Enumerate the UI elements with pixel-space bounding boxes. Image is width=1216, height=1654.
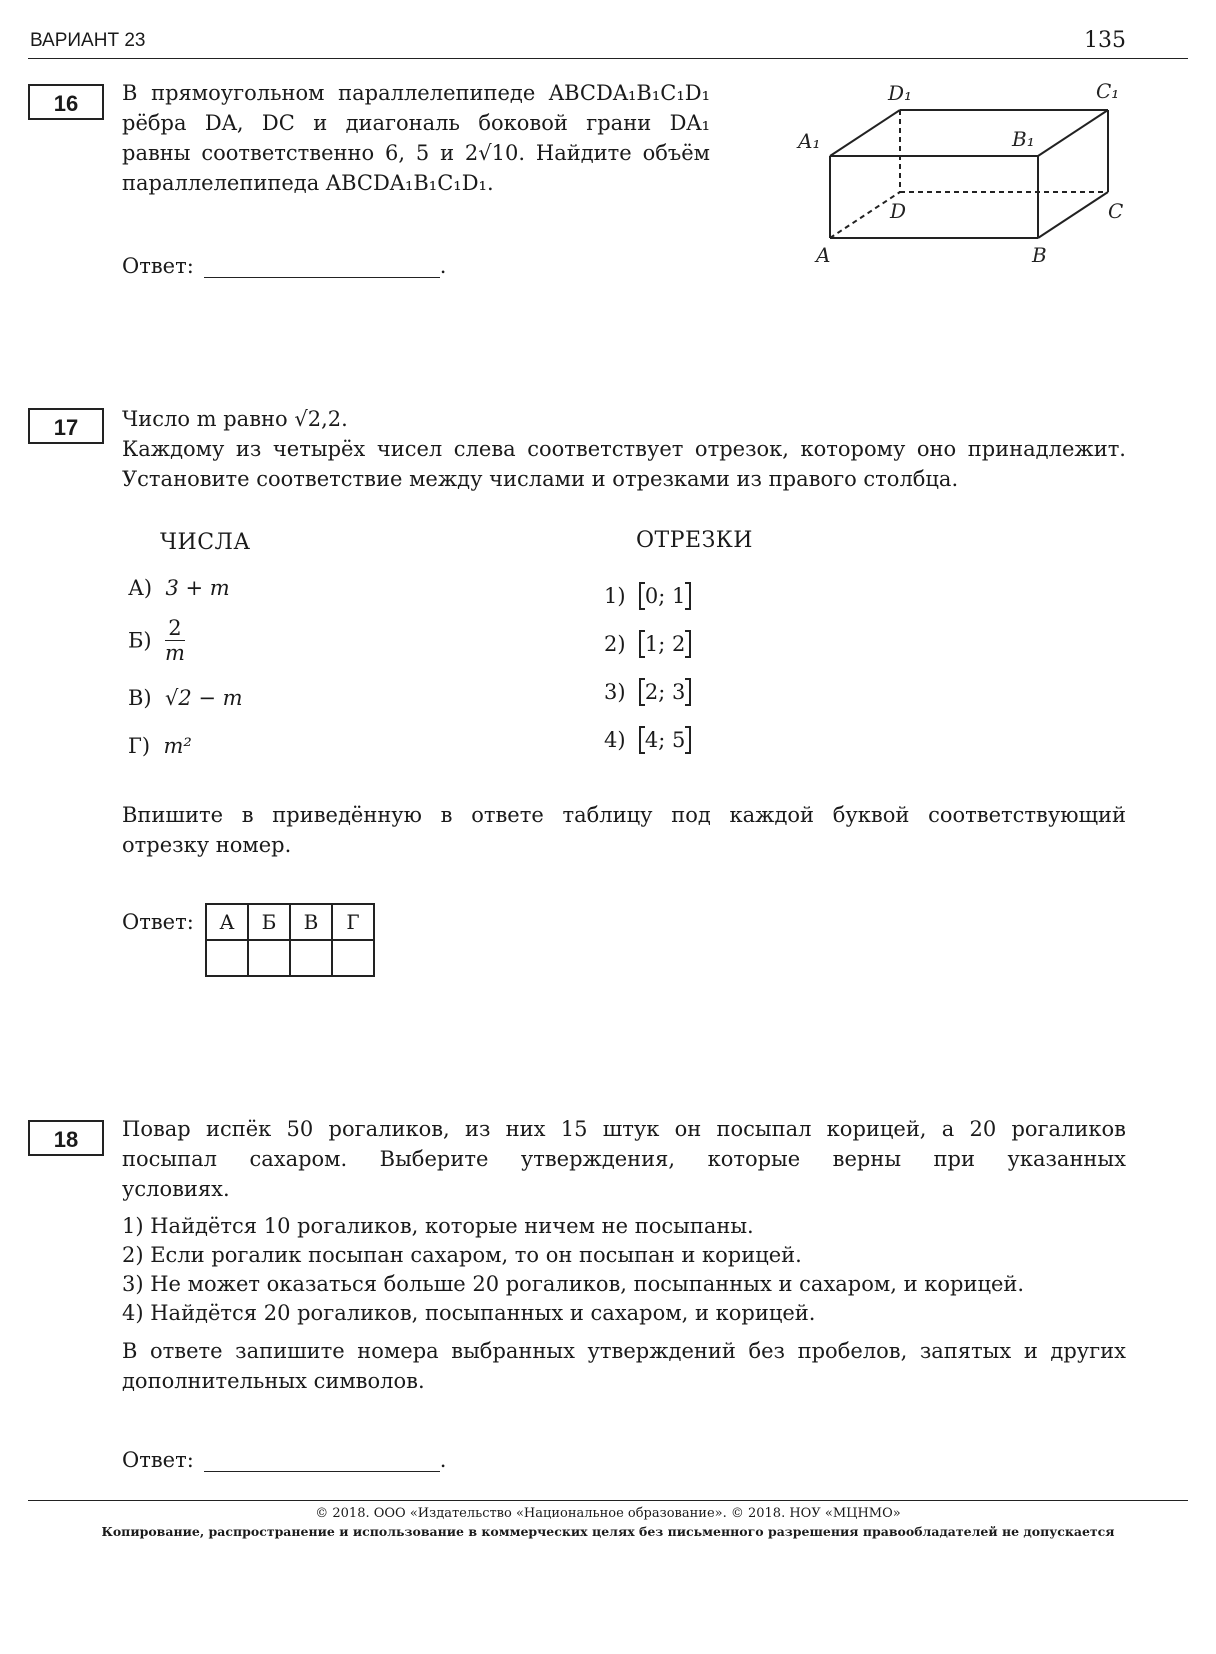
segment-item-2 <box>604 630 691 658</box>
label-c1: C₁ <box>1096 79 1120 103</box>
answer-label: Ответ: <box>122 254 194 278</box>
task-17-line: Каждому из четырёх чисел слева соответствует отрезок, которому оно принадлежит. <box>122 437 1126 461</box>
task-17-answer-label: Ответ: <box>122 910 194 934</box>
footer-notice: Копирование, распространение и использование в коммерческих целях без письменного разрешения правообладателей не допускается <box>101 1524 1115 1539</box>
task-18-number: 18 <box>28 1120 104 1156</box>
label-d1: D₁ <box>888 81 913 105</box>
footer-copyright: © 2018. ООО «Издательство «Национальное образование». © 2018. НОУ «МЦНМО» <box>315 1506 901 1521</box>
answer-header-cell: Г <box>332 904 374 940</box>
answer-cell-g[interactable] <box>332 940 374 976</box>
answer-field[interactable] <box>204 257 440 278</box>
segment-item-3 <box>604 678 691 706</box>
segment-label: 3) <box>604 680 626 704</box>
answer-field[interactable] <box>204 1451 440 1472</box>
item-label: В) <box>128 686 152 710</box>
parallelepiped-figure <box>790 70 1140 280</box>
footer-divider <box>28 1500 1188 1501</box>
label-d: D <box>890 199 907 223</box>
label-c: C <box>1108 199 1124 223</box>
statement: 1) Найдётся 10 рогаликов, которые ничем не посыпаны. <box>122 1214 754 1238</box>
task-16-line: В прямоугольном параллелепипеде ABCDA₁B₁C₁D₁ <box>122 81 710 105</box>
task-16-text <box>122 78 710 198</box>
item-label: А) <box>128 576 153 600</box>
segment-value: 0; 1 <box>639 582 691 610</box>
segment-label: 1) <box>604 584 626 608</box>
edge-bc <box>1038 192 1108 238</box>
answer-dot: . <box>439 254 447 278</box>
statement: 3) Не может оказаться больше 20 рогаликов, посыпанных и сахаром, и корицей. <box>122 1272 1025 1296</box>
task-18-answer <box>122 1448 446 1472</box>
task-18-line: Повар испёк 50 рогаликов, из них 15 штук он посыпал корицей, а 20 рогаликов <box>122 1117 1126 1141</box>
number-item-a <box>128 576 230 600</box>
answer-header-cell: А <box>206 904 248 940</box>
item-expr: m² <box>163 734 192 758</box>
instruction-line: отрезку номер. <box>122 833 292 857</box>
statement: 4) Найдётся 20 рогаликов, посыпанных и сахаром, и корицей. <box>122 1301 816 1325</box>
number-item-b <box>128 616 185 665</box>
fraction-denominator: m <box>164 641 185 665</box>
segment-item-1 <box>604 582 691 610</box>
instruction-line: дополнительных символов. <box>122 1369 425 1393</box>
label-a: A <box>816 243 831 267</box>
number-item-v <box>128 686 243 710</box>
segment-value: 4; 5 <box>639 726 691 754</box>
fraction-numerator: 2 <box>165 616 185 641</box>
answer-cell-b[interactable] <box>248 940 290 976</box>
instruction-line: Впишите в приведённую в ответе таблицу под каждой буквой соответствующий <box>122 803 1126 827</box>
segment-label: 2) <box>604 632 626 656</box>
task-17-instruction <box>122 800 1126 860</box>
fraction <box>165 616 185 665</box>
answer-table-header <box>206 904 374 940</box>
edge-b1c1 <box>1038 110 1108 156</box>
task-17-line: Установите соответствие между числами и отрезками из правого столбца. <box>122 467 959 491</box>
task-18-line: посыпал сахаром. Выберите утверждения, которые верны при указанных <box>122 1147 1126 1171</box>
item-expr: 3 + m <box>165 576 230 600</box>
label-b1: B₁ <box>1012 127 1035 151</box>
segment-value: 1; 2 <box>639 630 691 658</box>
answer-dot: . <box>439 1448 447 1472</box>
numbers-heading: ЧИСЛА <box>160 530 251 555</box>
label-a1: A₁ <box>798 129 821 153</box>
instruction-line: В ответе запишите номера выбранных утверждений без пробелов, запятых и других <box>122 1339 1126 1363</box>
answer-table-inputs <box>206 940 374 976</box>
task-16-answer <box>122 254 446 278</box>
segments-heading: ОТРЕЗКИ <box>636 528 753 553</box>
answer-cell-a[interactable] <box>206 940 248 976</box>
task-16-line: равны соответственно 6, 5 и 2√10. Найдите объём <box>122 141 710 165</box>
task-18-text <box>122 1114 1126 1204</box>
answer-header-cell: Б <box>248 904 290 940</box>
answer-table <box>205 903 375 977</box>
number-item-g <box>128 734 192 758</box>
task-18-statements <box>122 1212 1126 1328</box>
header-divider <box>28 58 1188 59</box>
task-17-text <box>122 404 1126 494</box>
answer-label: Ответ: <box>122 1448 194 1472</box>
task-17-intro: Число m равно √2,2. <box>122 407 348 431</box>
edge-a1d1 <box>830 110 900 156</box>
item-label: Б) <box>128 628 152 653</box>
statement: 2) Если рогалик посыпан сахаром, то он посыпан и корицей. <box>122 1243 802 1267</box>
variant-title: ВАРИАНТ 23 <box>30 30 146 51</box>
task-16-line: рёбра DA, DC и диагональ боковой грани DA₁ <box>122 111 710 135</box>
task-16-number: 16 <box>28 84 104 120</box>
label-b: B <box>1032 243 1047 267</box>
segment-item-4 <box>604 726 691 754</box>
task-18-line: условиях. <box>122 1177 230 1201</box>
segment-label: 4) <box>604 728 626 752</box>
page-number: 135 <box>1084 28 1126 53</box>
task-17-number: 17 <box>28 408 104 444</box>
segment-value: 2; 3 <box>639 678 691 706</box>
answer-cell-v[interactable] <box>290 940 332 976</box>
item-expr: √2 − m <box>164 686 243 710</box>
task-18-instruction <box>122 1336 1126 1396</box>
item-label: Г) <box>128 734 151 758</box>
task-16-line: параллелепипеда ABCDA₁B₁C₁D₁. <box>122 171 494 195</box>
answer-header-cell: В <box>290 904 332 940</box>
